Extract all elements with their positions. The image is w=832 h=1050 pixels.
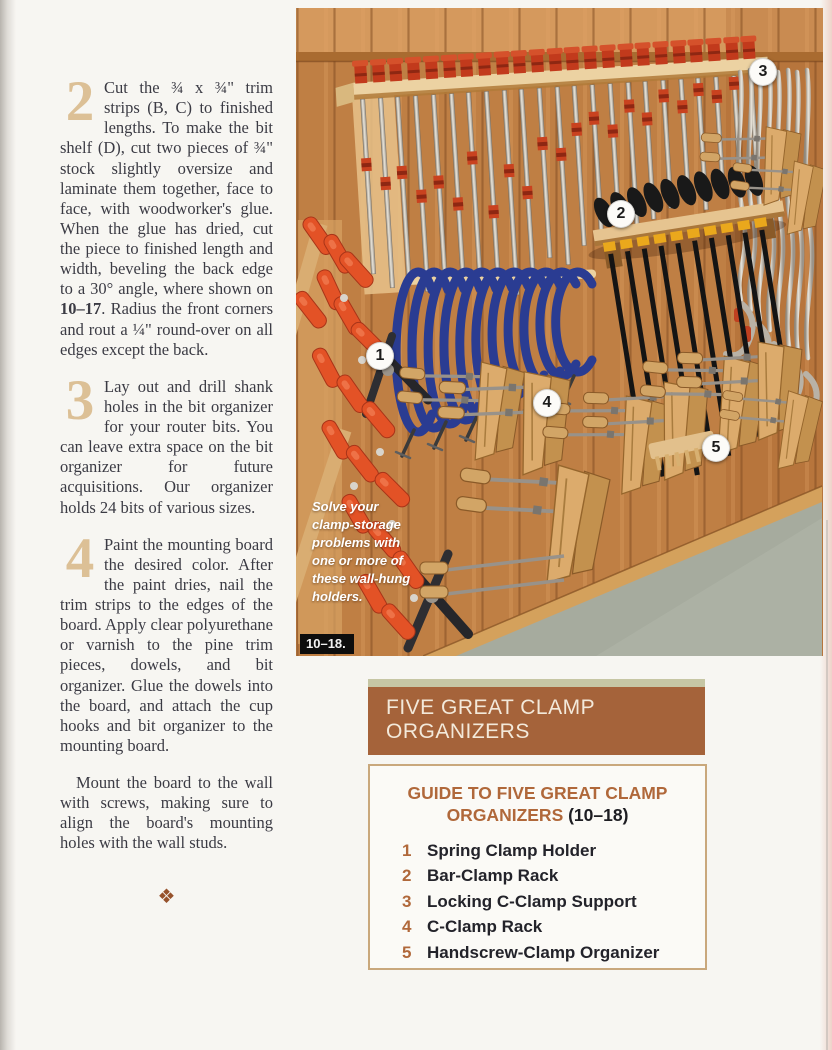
figure-number-label: 10–18. <box>300 634 354 654</box>
guide-title-line2: ORGANIZERS (10–18) <box>446 804 629 825</box>
guide-item-4: 4 C-Clamp Rack <box>402 917 543 937</box>
panel-top-strip <box>368 679 705 687</box>
photo-caption: Solve your clamp-storage problems with one or more of these wall-hung holders. <box>312 499 411 604</box>
page-crease-line <box>826 520 828 1050</box>
photo-callout-5: 5 <box>702 434 730 462</box>
step-paragraph-3 <box>60 368 273 518</box>
article-text-column <box>60 70 273 908</box>
step-3-text: Lay out and drill shank holes in the bit organizer for your router bits. You can leave extra space on the bit organizer for future acquisitions. Our organizer holds 24 bits of various sizes. <box>60 376 273 517</box>
clamp-wall-photo <box>296 8 823 656</box>
photo-callout-1: 1 <box>366 342 394 370</box>
page-left-edge-shadow <box>0 0 16 1050</box>
step-paragraph-2 <box>60 70 273 360</box>
guide-title <box>370 783 705 827</box>
guide-item-5: 5 Handscrew-Clamp Organizer <box>402 942 660 962</box>
photo-callout-4: 4 <box>533 389 561 417</box>
step-number-2: 2 <box>65 70 95 133</box>
section-end-ornament: ❖ <box>157 883 176 908</box>
guide-title-line1: GUIDE TO FIVE GREAT CLAMP <box>407 783 668 803</box>
figure-reference: 10–17 <box>60 299 102 319</box>
step-4-text: Paint the mounting board the desired color. After the paint dries, nail the trim strips to the edges of the board. Apply clear polyurethane or varnish to the pine trim pieces, dowels, and bit organizer. Glue the dowels into the board, and attach the cup hooks and bit organizer to the mounting board. <box>60 534 273 755</box>
step-paragraph-4 <box>60 526 273 756</box>
photo-callout-3: 3 <box>749 58 777 86</box>
guide-item-2: 2 Bar-Clamp Rack <box>402 866 559 886</box>
guide-item-3: 3 Locking C-Clamp Support <box>402 891 637 911</box>
section-title-panel <box>368 679 705 755</box>
panel-title-line1: FIVE GREAT CLAMP <box>386 696 596 719</box>
panel-title <box>368 687 705 755</box>
guide-title-figure-ref: (10–18) <box>568 804 629 825</box>
guide-item-1: 1 Spring Clamp Holder <box>402 840 597 860</box>
closing-paragraph: Mount the board to the wall with screws, making sure to align the board's mounting holes with the wall studs. <box>60 773 273 853</box>
step-2-text-end: . Radius the front corners and rout a ¼" round-over on all edges except the back. <box>60 299 273 359</box>
step-number-4: 4 <box>65 526 95 590</box>
guide-list <box>370 841 705 963</box>
panel-title-line2: ORGANIZERS <box>386 719 530 743</box>
photo-callout-2: 2 <box>607 200 635 228</box>
guide-box <box>368 764 707 970</box>
step-number-3: 3 <box>65 368 95 432</box>
step-2-text: Cut the ¾ x ¾" trim strips (B, C) to finished lengths. To make the bit shelf (D), cut two pieces of ¾" stock slightly oversize and laminate them together, face to face, with woodworker's glue. When the glue has dried, cut the piece to finished length and width, beveling the back edge to a 30° angle, where shown on <box>60 78 273 299</box>
